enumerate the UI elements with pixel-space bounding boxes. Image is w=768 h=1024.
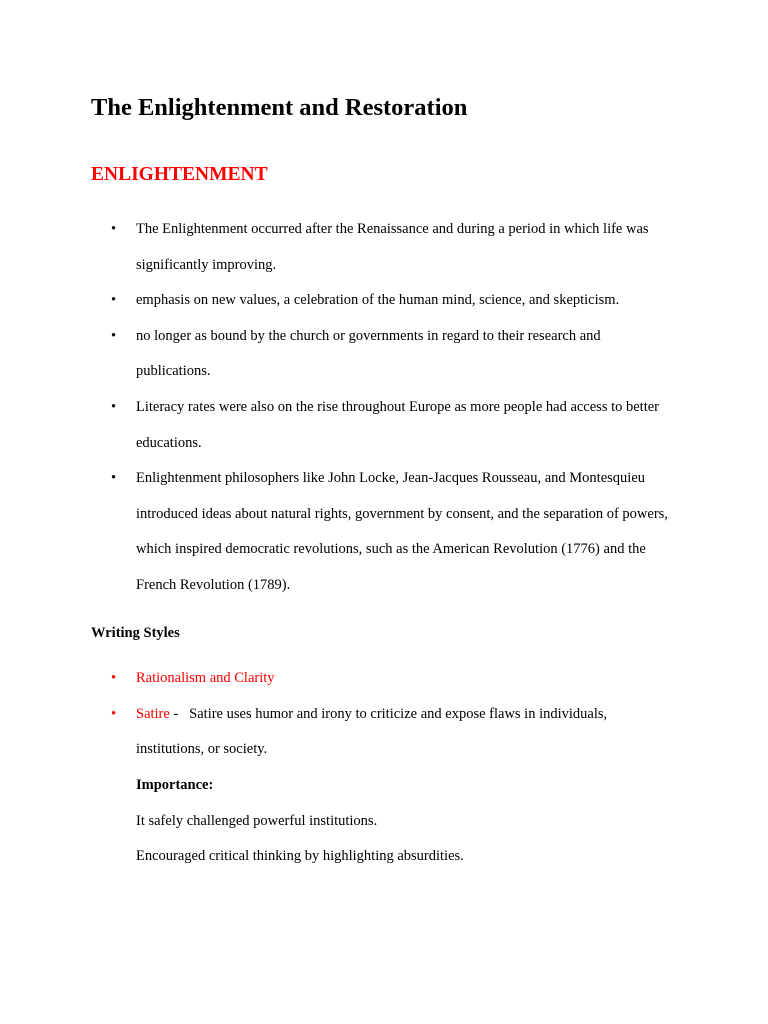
list-item: [0, 319, 676, 390]
writing-styles-heading: Writing Styles: [91, 625, 180, 641]
list-item: [0, 697, 676, 768]
importance-block: [136, 768, 696, 875]
importance-point: It safely challenged powerful institutions.: [136, 812, 378, 829]
bullet-icon: •: [111, 327, 117, 344]
label-separator: -: [169, 705, 190, 722]
list-item: [0, 390, 676, 461]
writing-styles-bullet-list: [0, 661, 768, 768]
enlightenment-bullet-list: [0, 212, 768, 604]
list-item: [0, 661, 676, 697]
list-item: [0, 461, 676, 603]
bullet-icon: •: [111, 221, 117, 237]
bullet-icon: •: [111, 292, 117, 309]
bullet-icon: •: [111, 398, 117, 415]
list-item-text: no longer as bound by the church or governments in regard to their research and publications.: [136, 327, 601, 380]
list-item-text: Literacy rates were also on the rise throughout Europe as more people had access to better educations.: [136, 398, 660, 451]
style-label-satire: Satire: [136, 705, 170, 722]
style-description-satire: Satire uses humor and irony to criticize and expose flaws in individuals, institutions, or society.: [136, 705, 608, 758]
list-item: [0, 212, 676, 283]
list-item-text: Enlightenment philosophers like John Locke, Jean-Jacques Rousseau, and Montesquieu introduced ideas about natural rights, government by consent, and the separation of powers, which inspired democratic revolutions, such as the American Revolution (1776) and the French Revolution (1789).: [136, 470, 668, 593]
bullet-icon: •: [111, 670, 117, 686]
importance-label: Importance:: [136, 777, 214, 793]
list-item-text: The Enlightenment occurred after the Renaissance and during a period in which life was significantly improving.: [136, 221, 649, 273]
list-item-text: emphasis on new values, a celebration of the human mind, science, and skepticism.: [136, 292, 620, 309]
section-heading-enlightenment: ENLIGHTENMENT: [91, 164, 268, 185]
bullet-icon: •: [111, 705, 117, 722]
document-title: The Enlightenment and Restoration: [91, 94, 468, 121]
list-item: [0, 283, 676, 319]
importance-point: Encouraged critical thinking by highlighting absurdities.: [136, 848, 464, 865]
style-label-rationalism: Rationalism and Clarity: [136, 670, 275, 686]
bullet-icon: •: [111, 470, 117, 487]
